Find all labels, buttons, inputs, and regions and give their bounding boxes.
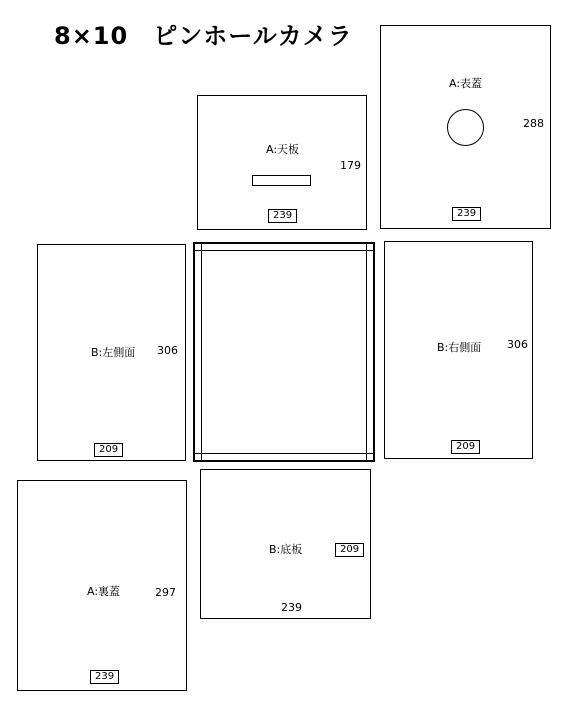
dimension-width: 239 [90, 670, 119, 684]
dimension-height: 306 [157, 344, 178, 357]
dimension-height: 297 [155, 586, 176, 599]
panel-bottom-board [200, 469, 371, 619]
dimension-boxed: 209 [335, 543, 364, 557]
lens-slot [252, 175, 311, 186]
panel-label: B:左側面 [91, 346, 136, 359]
panel-label: A:裏蓋 [87, 585, 121, 598]
dimension-width: 239 [268, 209, 297, 223]
frame-bottom-rail [194, 453, 374, 461]
frame-right-rail [366, 243, 374, 461]
dimension-height: 288 [523, 117, 544, 130]
dimension-width: 209 [451, 440, 480, 454]
dimension-width: 239 [452, 207, 481, 221]
dimension-width: 239 [281, 601, 302, 614]
panel-label: B:底板 [269, 543, 303, 556]
frame-top-rail [194, 243, 374, 251]
panel-label: B:右側面 [437, 341, 482, 354]
panel-label: A:天板 [266, 143, 300, 156]
panel-right-side [384, 241, 533, 459]
panel-label: A:表蓋 [449, 77, 483, 90]
panel-left-side [37, 244, 186, 461]
panel-front-cover [380, 25, 551, 229]
assembled-box-frame [193, 242, 375, 462]
dimension-height: 179 [340, 159, 361, 172]
frame-left-rail [194, 243, 202, 461]
pinhole-circle [447, 109, 484, 146]
dimension-height: 306 [507, 338, 528, 351]
dimension-width: 209 [94, 443, 123, 457]
panel-top-board [197, 95, 367, 230]
panel-back-cover [17, 480, 187, 691]
page-title: 8×10 ピンホールカメラ [54, 22, 353, 50]
